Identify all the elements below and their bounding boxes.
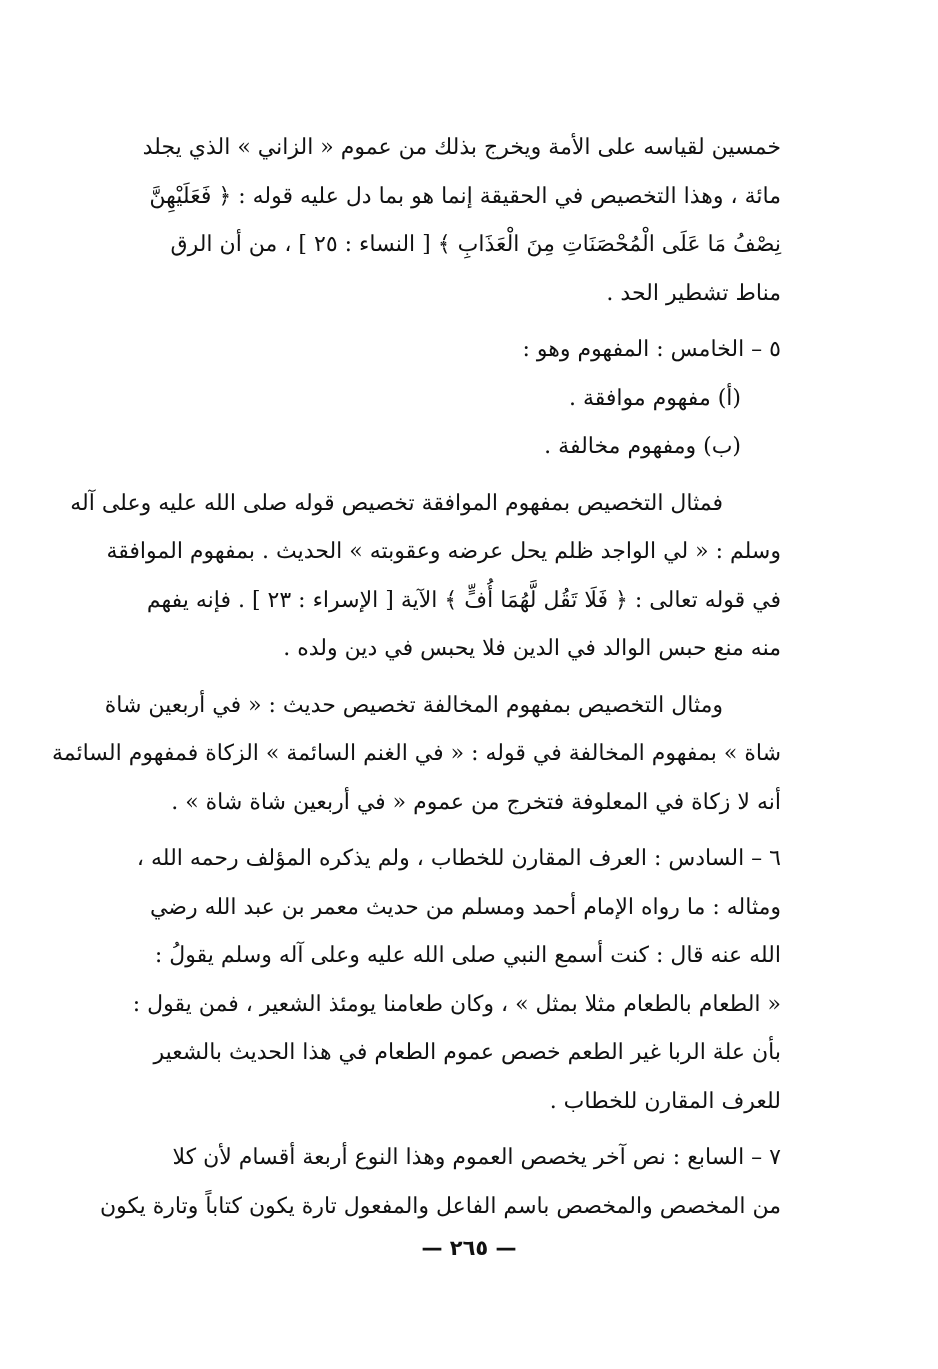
paragraph-6 — [99, 1134, 781, 1231]
page-number: — ٢٦٥ — — [421, 1236, 517, 1260]
paragraph-3 — [70, 480, 781, 674]
text-line: منه منع حبس الوالد في الدين فلا يحبس في دين ولده . — [283, 636, 781, 661]
text-line: في قوله تعالى : ﴿ فَلَا تَقُل لَّهُمَا أُفٍّ ﴾ الآية [ الإسراء : ٢٣ ] . فإنه يفهم — [146, 587, 781, 613]
page-body — [51, 124, 781, 1231]
text-line: (ب) ومفهوم مخالفة . — [544, 434, 741, 459]
text-line: ٥ – الخامس : المفهوم وهو : — [522, 337, 781, 362]
text-line: ٦ – السادس : العرف المقارن للخطاب ، ولم يذكره المؤلف رحمه الله ، — [136, 846, 781, 871]
paragraph-5 — [132, 835, 781, 1126]
text-line: وسلم : « لي الواجد ظلم يحل عرضه وعقوبته » الحديث . بمفهوم الموافقة — [106, 539, 781, 564]
text-line: « الطعام بالطعام مثلا بمثل » ، وكان طعامنا يومئذ الشعير ، فمن يقول : — [132, 991, 781, 1017]
text-line: ٧ – السابع : نص آخر يخصص العموم وهذا النوع أربعة أقسام لأن كلا — [172, 1145, 781, 1170]
text-line: مناط تشطير الحد . — [606, 280, 781, 306]
text-line: ومثال التخصيص بمفهوم المخالفة تخصيص حديث : « في أربعين شاة — [104, 692, 723, 718]
paragraph-4 — [51, 682, 781, 828]
text-line: أنه لا زكاة في المعلوفة فتخرج من عموم « في أربعين شاة شاة » . — [171, 789, 781, 815]
text-line: شاة » بمفهوم المخالفة في قوله : « في الغنم السائمة » الزكاة فمفهوم السائمة — [51, 741, 781, 766]
text-line: فمثال التخصيص بمفهوم الموافقة تخصيص قوله صلى الله عليه وعلى آله — [70, 490, 723, 516]
paragraph-1 — [138, 124, 781, 318]
text-line: خمسين لقياسه على الأمة ويخرج بذلك من عموم « الزاني » الذي يجلد — [142, 135, 781, 160]
text-line: الله عنه قال : كنت أسمع النبي صلى الله عليه وعلى آله وسلم يقولُ : — [154, 943, 781, 968]
text-line: ومثاله : ما رواه الإمام أحمد ومسلم من حديث معمر بن عبد الله رضي — [149, 894, 781, 920]
text-line: مائة ، وهذا التخصيص في الحقيقة إنما هو بما دل عليه قوله : ﴿ فَعَلَيْهِنَّ — [149, 183, 781, 209]
paragraph-2 — [138, 326, 781, 472]
text-line: بأن علة الربا غير الطعم خصص عموم الطعام في هذا الحديث بالشعير — [153, 1040, 781, 1065]
text-line: للعرف المقارن للخطاب . — [549, 1088, 781, 1114]
text-line: نِصْفُ مَا عَلَى الْمُحْصَنَاتِ مِنَ الْعَذَابِ ﴾ [ النساء : ٢٥ ] ، من أن الرق — [170, 232, 781, 257]
text-line: من المخصص والمخصص باسم الفاعل والمفعول تارة يكون كتاباً وتارة يكون — [99, 1193, 781, 1219]
text-line: (أ) مفهوم موافقة . — [569, 385, 741, 411]
